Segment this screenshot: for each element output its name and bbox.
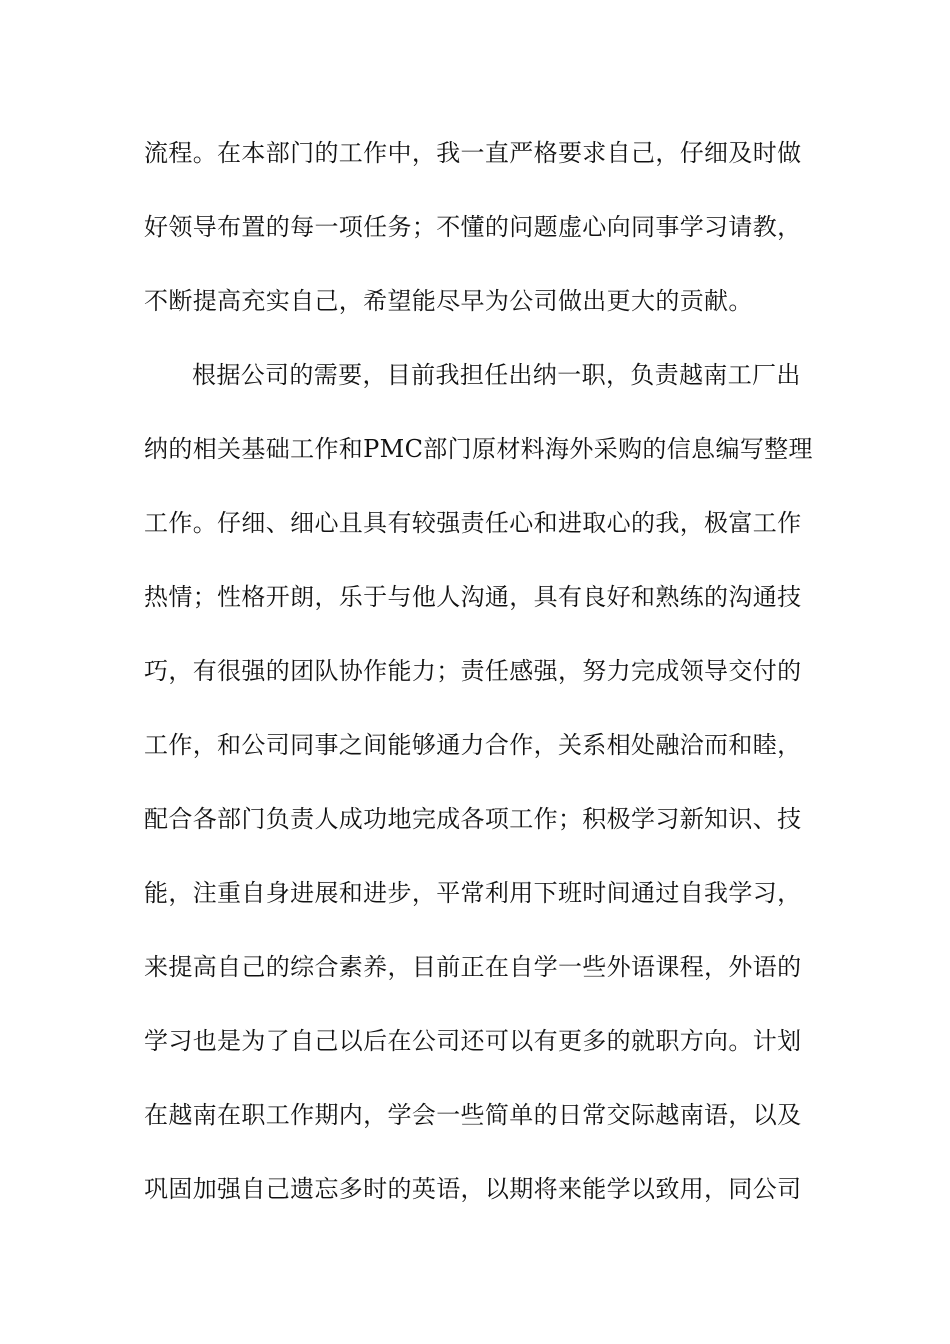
text-line: 配合各部门负责人成功地完成各项工作；积极学习新知识、技: [144, 805, 802, 833]
text-line: 流程。在本部门的工作中，我一直严格要求自己，仔细及时做: [144, 139, 802, 167]
paragraph-first-line: 根据公司的需要，目前我担任出纳一职，负责越南工厂出: [192, 361, 801, 389]
text-line: 好领导布置的每一项任务；不懂的问题虚心向同事学习请教，: [144, 213, 802, 241]
text-line: 巩固加强自己遗忘多时的英语，以期将来能学以致用，同公司: [144, 1175, 802, 1203]
text-line: 巧，有很强的团队协作能力；责任感强，努力完成领导交付的: [144, 657, 802, 685]
body-text: [144, 133, 813, 1243]
text-line: 在越南在职工作期内，学会一些简单的日常交际越南语，以及: [144, 1101, 802, 1129]
text-line: 学习也是为了自己以后在公司还可以有更多的就职方向。计划: [144, 1027, 802, 1055]
text-line: 不断提高充实自己，希望能尽早为公司做出更大的贡献。: [144, 287, 753, 315]
text-line: 工作，和公司同事之间能够通力合作，关系相处融洽而和睦，: [144, 731, 802, 759]
text-line: 能，注重自身进展和进步，平常利用下班时间通过自我学习，: [144, 879, 802, 907]
text-line: 热情；性格开朗，乐于与他人沟通，具有良好和熟练的沟通技: [144, 583, 802, 611]
text-line: 来提高自己的综合素养，目前正在自学一些外语课程，外语的: [144, 953, 802, 981]
text-line: 工作。仔细、细心且具有较强责任心和进取心的我，极富工作: [144, 509, 802, 537]
text-line: 纳的相关基础工作和PMC部门原材料海外采购的信息编写整理: [144, 435, 813, 463]
